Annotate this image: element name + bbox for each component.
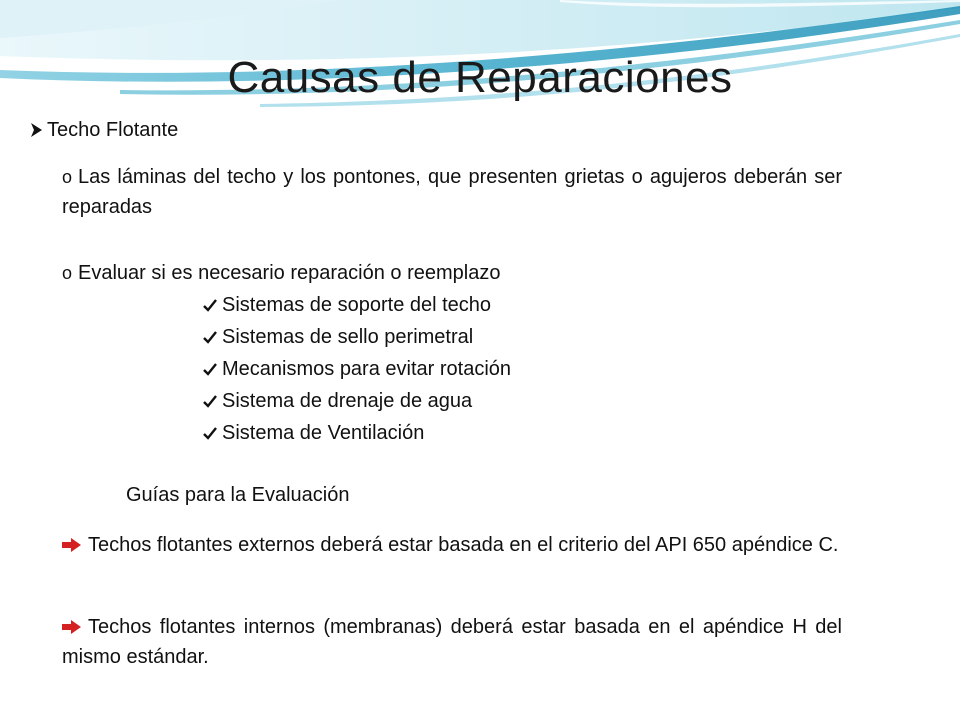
section-heading — [30, 116, 178, 144]
checklist-item-text: Sistemas de soporte del techo — [222, 294, 492, 316]
guide-1-text: Techos flotantes externos deberá estar basada en el criterio del API 650 apéndice C. — [88, 534, 839, 556]
checkmark-icon — [202, 329, 218, 345]
circle-bullet-icon: o — [62, 167, 73, 187]
checklist-item-text: Sistema de drenaje de agua — [222, 390, 473, 412]
checklist-item-text: Sistema de Ventilación — [222, 422, 425, 444]
checklist-item-text: Mecanismos para evitar rotación — [222, 358, 512, 380]
item-1-text: Las láminas del techo y los pontones, que presenten grietas o agujeros deberán ser reparadas — [62, 166, 842, 218]
item-2 — [62, 258, 842, 288]
checkmark-icon — [202, 393, 218, 409]
red-arrow-icon — [62, 620, 82, 634]
guides-title: Guías para la Evaluación — [126, 484, 350, 506]
section-heading-text: Techo Flotante — [47, 119, 179, 141]
checklist — [202, 289, 511, 449]
red-arrow-icon — [62, 538, 82, 552]
circle-bullet-icon: o — [62, 263, 73, 283]
guide-2 — [62, 612, 842, 672]
checklist-item — [202, 321, 511, 353]
guide-1 — [62, 530, 842, 560]
checklist-item — [202, 289, 511, 321]
checkmark-icon — [202, 425, 218, 441]
slide-title: Causas de Reparaciones — [227, 53, 733, 102]
arrow-bullet-icon — [30, 122, 44, 138]
checkmark-icon — [202, 361, 218, 377]
item-1 — [62, 162, 842, 222]
item-2-text: Evaluar si es necesario reparación o reemplazo — [78, 262, 501, 284]
guide-2-text: Techos flotantes internos (membranas) deberá estar basada en el apéndice H del mismo estándar. — [62, 616, 842, 668]
checklist-item — [202, 417, 511, 449]
checklist-item — [202, 385, 511, 417]
checklist-item-text: Sistemas de sello perimetral — [222, 326, 474, 348]
checklist-item — [202, 353, 511, 385]
checkmark-icon — [202, 297, 218, 313]
